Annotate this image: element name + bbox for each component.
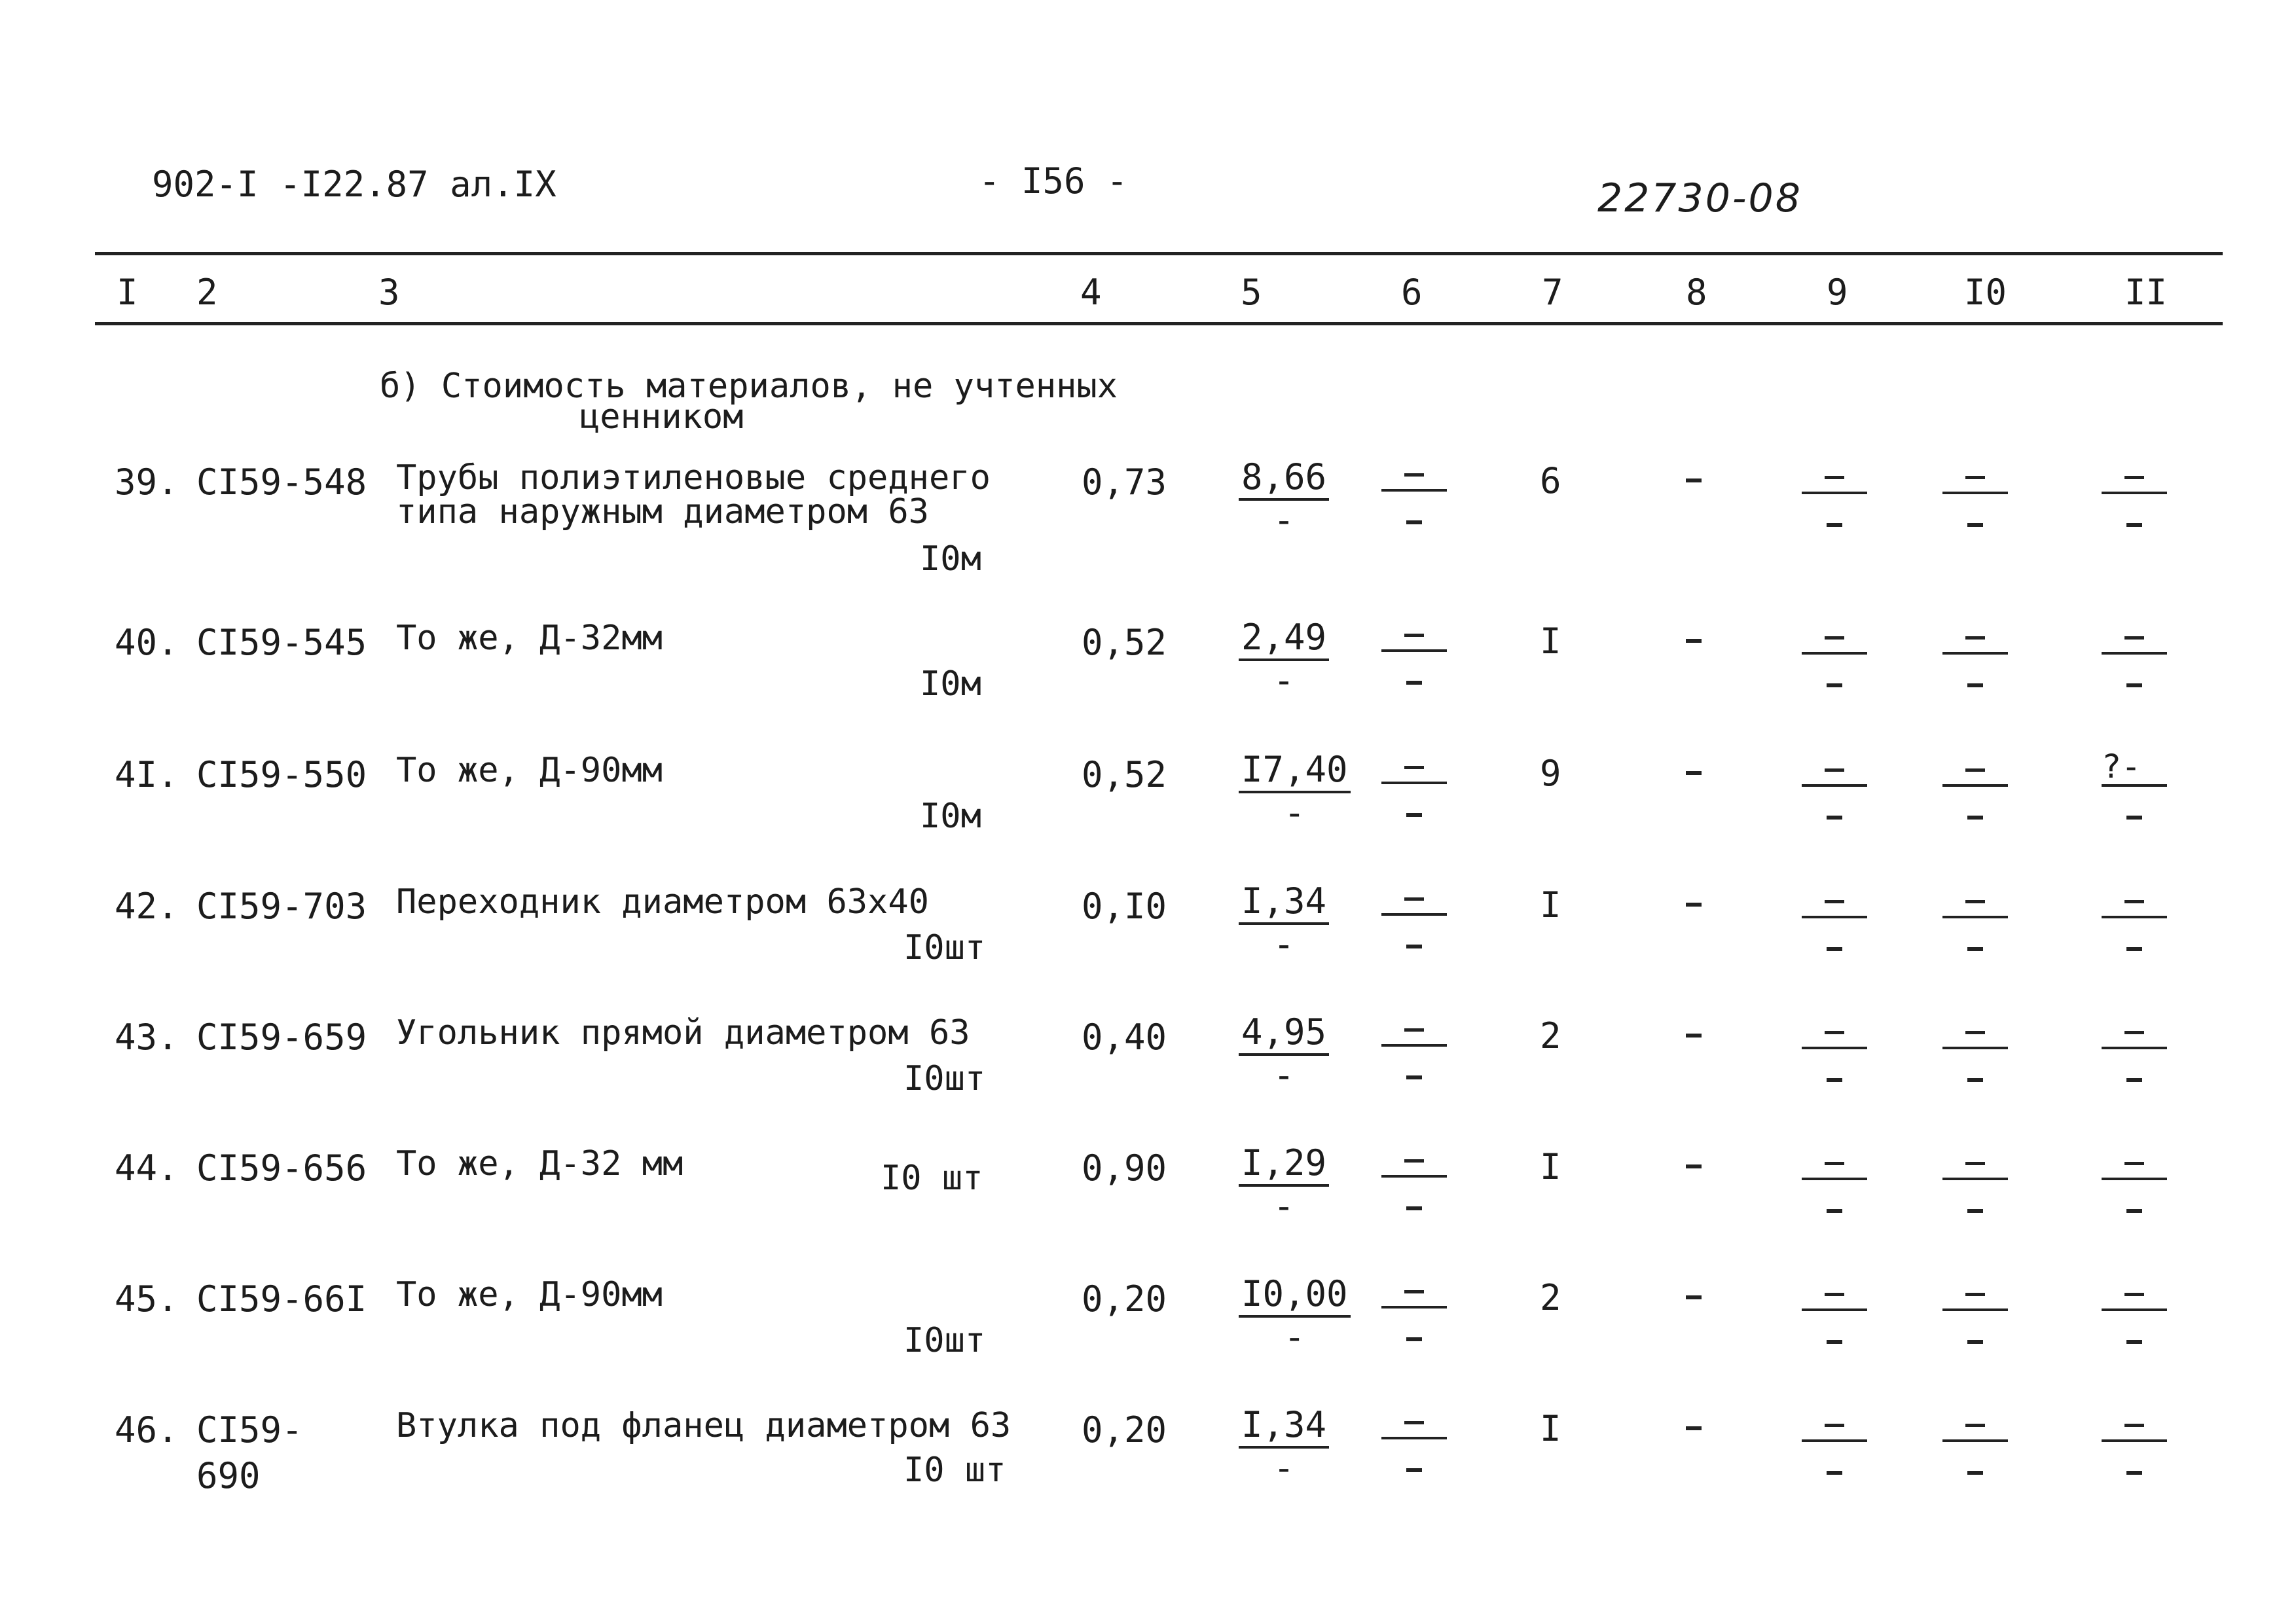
row-unit: I0 шт [881,1159,983,1198]
row-code: CI59-66I [196,1278,367,1320]
row-number: 44. [115,1147,179,1189]
row-col11-dash [2102,882,2167,947]
row-col9-dash [1802,882,1867,947]
row-col9-dash [1802,458,1867,523]
row-col11-dash [2102,750,2167,816]
row-code-line2: 690 [196,1455,261,1496]
row-price-fraction [1239,1144,1329,1226]
section-title-line2: ценником [579,397,744,437]
row-number: 40. [115,622,179,663]
row-col10-dash [1942,1013,2008,1078]
row-col10-dash [1942,882,2008,947]
row-price: 8,66 [1239,458,1329,501]
row-price-below: - [1273,499,1295,541]
row-price: I0,00 [1239,1274,1351,1318]
row-unit: I0шт [903,1059,986,1098]
row-code: CI59-548 [196,461,367,503]
row-col10-dash [1942,1405,2008,1471]
row-col8-dash [1686,1295,1702,1299]
row-col8-dash [1686,639,1702,643]
row-number: 42. [115,886,179,927]
column-header-8: 8 [1686,272,1707,313]
row-col11-dash [2102,1405,2167,1471]
row-quantity: 0,I0 [1082,886,1167,927]
row-price: I,34 [1239,1405,1329,1449]
column-header-2: 2 [196,272,218,313]
row-col6-dash [1381,615,1447,681]
row-col11-dash [2102,618,2167,683]
row-price: I7,40 [1239,750,1351,793]
row-price: I,34 [1239,882,1329,925]
row-quantity: 0,73 [1082,461,1167,503]
row-col10-dash [1942,458,2008,523]
row-col9-dash [1802,1405,1867,1471]
column-header-6: 6 [1401,272,1423,313]
column-header-11: II [2124,272,2168,313]
header-top-rule [95,252,2223,255]
row-quantity: 0,52 [1082,754,1167,795]
row-col8-dash [1686,1034,1702,1038]
document-code: 902-I -I22.87 ал.IX [152,164,556,205]
column-header-9: 9 [1827,272,1848,313]
row-price-below: - [1273,1447,1295,1489]
row-price: 4,95 [1239,1013,1329,1056]
row-name-line: Переходник диаметром 63x40 [396,882,929,922]
row-col11-dash [2102,1274,2167,1340]
row-col11-dash [2102,458,2167,523]
row-code: CI59-659 [196,1017,367,1058]
row-price: 2,49 [1239,618,1329,661]
row-col9-dash [1802,750,1867,816]
row-name-line: Втулка под фланец диаметром 63 [396,1406,1011,1445]
row-quantity: 0,90 [1082,1147,1167,1189]
row-col8-dash [1686,903,1702,907]
row-col7: 2 [1540,1277,1561,1318]
row-col9-dash [1802,618,1867,683]
row-unit: I0м [920,539,981,579]
column-header-1: I [117,272,138,313]
row-number: 39. [115,461,179,503]
row-unit: I0м [920,664,981,704]
row-col8-dash [1686,771,1702,775]
row-quantity: 0,20 [1082,1278,1167,1320]
row-col6-dash [1381,1403,1447,1468]
row-col7: 6 [1540,460,1561,501]
row-code: CI59-703 [196,886,367,927]
row-quantity: 0,20 [1082,1409,1167,1451]
row-unit: I0 шт [903,1451,1006,1490]
row-col7: I [1540,1408,1561,1449]
row-col10-dash [1942,618,2008,683]
row-price-fraction [1239,618,1329,700]
page-number: - I56 - [979,160,1128,202]
row-price: I,29 [1239,1144,1329,1187]
row-unit: I0шт [903,928,986,967]
row-name-line: Угольник прямой диаметром 63 [396,1013,970,1053]
row-col6-dash [1381,1010,1447,1075]
row-col7: I [1540,621,1561,662]
row-price-below: - [1273,1185,1295,1227]
row-name-line: То же, Д-32мм [396,619,663,658]
inventory-number: 22730-08 [1597,175,1802,221]
row-col10-dash [1942,750,2008,816]
column-header-10: I0 [1964,272,2007,313]
row-unit: I0м [920,797,981,836]
row-price-below: - [1273,924,1295,965]
row-price-fraction [1239,750,1351,833]
row-col6-dash [1381,1141,1447,1206]
row-number: 4I. [115,754,179,795]
row-name-line: типа наружным диаметром 63 [396,492,929,532]
column-header-7: 7 [1542,272,1563,313]
row-col6-dash [1381,748,1447,813]
row-number: 46. [115,1409,179,1451]
row-price-fraction [1239,882,1329,964]
row-price-below: - [1284,792,1305,833]
row-code: CI59-550 [196,754,367,795]
row-col11-mark: ?- [2102,748,2141,785]
row-col11-dash [2102,1144,2167,1209]
row-number: 45. [115,1278,179,1320]
row-number: 43. [115,1017,179,1058]
section-title-line1: б) Стоимость материалов, не учтенных [380,367,1118,406]
column-header-3: 3 [378,272,400,313]
row-name-line: Трубы полиэтиленовые среднего [396,458,991,497]
row-col9-dash [1802,1274,1867,1340]
row-name-line: То же, Д-90мм [396,751,663,790]
row-col9-dash [1802,1013,1867,1078]
row-col8-dash [1686,1426,1702,1430]
column-header-4: 4 [1080,272,1102,313]
row-col7: I [1540,1146,1561,1187]
row-col6-dash [1381,879,1447,945]
row-col10-dash [1942,1144,2008,1209]
column-header-5: 5 [1241,272,1262,313]
row-col7: 2 [1540,1015,1561,1056]
row-col7: I [1540,884,1561,926]
row-col8-dash [1686,1164,1702,1168]
row-col7: 9 [1540,753,1561,794]
row-code: CI59-545 [196,622,367,663]
header-bottom-rule [95,322,2223,325]
row-col9-dash [1802,1144,1867,1209]
row-quantity: 0,40 [1082,1017,1167,1058]
row-quantity: 0,52 [1082,622,1167,663]
row-col6-dash [1381,1272,1447,1337]
row-name-line: То же, Д-32 мм [396,1144,683,1183]
row-price-fraction [1239,1274,1351,1357]
row-col6-dash [1381,455,1447,520]
row-col11-dash [2102,1013,2167,1078]
row-col8-dash [1686,478,1702,482]
row-price-fraction [1239,1013,1329,1095]
row-col10-dash [1942,1274,2008,1340]
row-code: CI59- [196,1409,303,1451]
row-price-fraction [1239,458,1329,540]
row-name-line: То же, Д-90мм [396,1275,663,1314]
row-price-fraction [1239,1405,1329,1488]
row-unit: I0шт [903,1321,986,1360]
row-price-below: - [1273,1055,1295,1096]
row-price-below: - [1273,660,1295,701]
row-code: CI59-656 [196,1147,367,1189]
row-price-below: - [1284,1316,1305,1358]
